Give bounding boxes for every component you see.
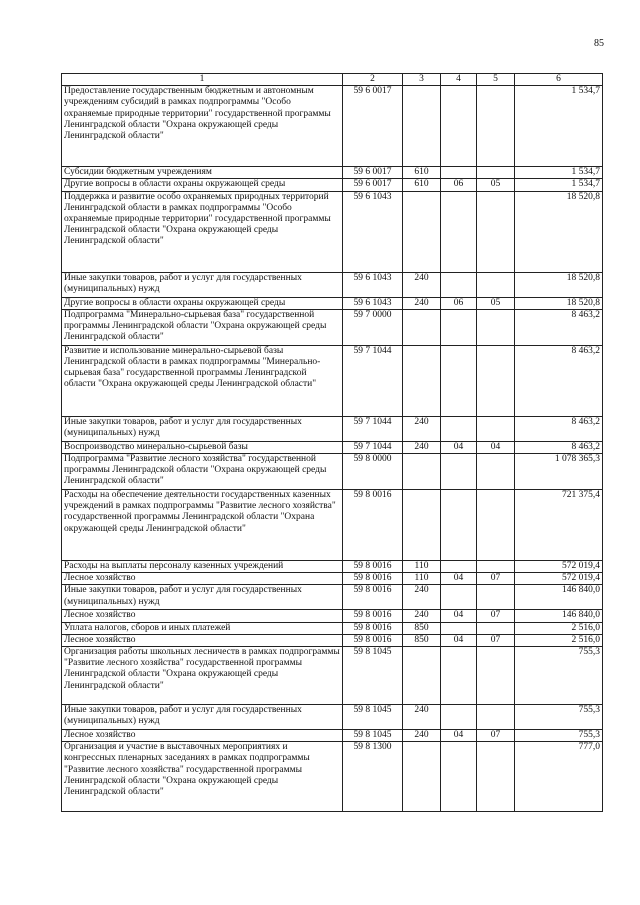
cell-target-article: 59 6 0017 <box>343 167 403 179</box>
cell-amount: 8 463,2 <box>515 345 603 416</box>
cell-target-article: 59 8 0016 <box>343 634 403 646</box>
cell-amount: 146 840,0 <box>515 585 603 610</box>
cell-expense-type: 610 <box>403 167 441 179</box>
cell-subsection <box>477 272 515 297</box>
cell-target-article: 59 8 0016 <box>343 610 403 622</box>
cell-target-article: 59 6 0017 <box>343 86 403 167</box>
cell-amount: 755,3 <box>515 730 603 742</box>
table-row <box>62 730 603 742</box>
cell-target-article: 59 8 1045 <box>343 705 403 730</box>
cell-section <box>441 309 477 345</box>
cell-section <box>441 705 477 730</box>
cell-expense-type: 610 <box>403 179 441 191</box>
cell-name: Лесное хозяйство <box>62 730 343 742</box>
cell-amount: 146 840,0 <box>515 610 603 622</box>
cell-expense-type: 240 <box>403 705 441 730</box>
cell-target-article: 59 8 1300 <box>343 742 403 812</box>
cell-expense-type <box>403 490 441 561</box>
cell-expense-type: 850 <box>403 634 441 646</box>
cell-amount: 1 534,7 <box>515 167 603 179</box>
cell-section <box>441 647 477 705</box>
cell-subsection: 07 <box>477 610 515 622</box>
cell-name: Иные закупки товаров, работ и услуг для государственных (муниципальных) нужд <box>62 416 343 441</box>
cell-section <box>441 272 477 297</box>
cell-target-article: 59 8 1045 <box>343 730 403 742</box>
cell-expense-type <box>403 86 441 167</box>
table-row <box>62 441 603 453</box>
table-row <box>62 610 603 622</box>
cell-subsection <box>477 647 515 705</box>
cell-expense-type: 240 <box>403 730 441 742</box>
table-body <box>62 86 603 812</box>
cell-name: Лесное хозяйство <box>62 610 343 622</box>
cell-amount: 8 463,2 <box>515 441 603 453</box>
cell-subsection <box>477 167 515 179</box>
cell-target-article: 59 6 1043 <box>343 272 403 297</box>
table-header <box>62 74 603 86</box>
cell-name: Организация и участие в выставочных мероприятиях и конгрессных пленарных заседаниях в рамках подпрограммы "Развитие лесного хозяйства" государственной программы Ленинградской области "Охрана окружающей среды Ленинградской области" <box>62 742 343 812</box>
cell-name: Расходы на выплаты персоналу казенных учреждений <box>62 561 343 573</box>
cell-expense-type <box>403 454 441 490</box>
cell-name: Развитие и использование минерально-сырьевой базы Ленинградской области в рамках подпрограммы "Минерально-сырьевая база" государственной программы Ленинградской области "Охрана окружающей среды Ленинградской области" <box>62 345 343 416</box>
cell-subsection: 05 <box>477 179 515 191</box>
table-row <box>62 179 603 191</box>
cell-expense-type: 850 <box>403 622 441 634</box>
cell-target-article: 59 6 1043 <box>343 297 403 309</box>
table-row <box>62 742 603 812</box>
cell-expense-type <box>403 345 441 416</box>
cell-name: Воспроизводство минерально-сырьевой базы <box>62 441 343 453</box>
cell-expense-type: 240 <box>403 610 441 622</box>
table-row <box>62 345 603 416</box>
cell-section <box>441 345 477 416</box>
cell-name: Подпрограмма "Развитие лесного хозяйства" государственной программы Ленинградской области "Охрана окружающей среды Ленинградской области" <box>62 454 343 490</box>
cell-subsection: 07 <box>477 573 515 585</box>
cell-subsection: 07 <box>477 730 515 742</box>
cell-target-article: 59 8 0016 <box>343 622 403 634</box>
cell-amount: 18 520,8 <box>515 191 603 272</box>
page-number: 85 <box>594 38 604 49</box>
cell-target-article: 59 8 0016 <box>343 585 403 610</box>
table-row <box>62 167 603 179</box>
cell-amount: 18 520,8 <box>515 272 603 297</box>
cell-section <box>441 191 477 272</box>
cell-subsection <box>477 454 515 490</box>
cell-amount: 572 019,4 <box>515 561 603 573</box>
cell-name: Лесное хозяйство <box>62 634 343 646</box>
table-row <box>62 647 603 705</box>
cell-section <box>441 585 477 610</box>
cell-section: 04 <box>441 610 477 622</box>
cell-expense-type: 240 <box>403 416 441 441</box>
cell-name: Организация работы школьных лесничеств в рамках подпрограммы "Развитие лесного хозяйства" государственной программы Ленинградской области "Охрана окружающей среды Ленинградской области" <box>62 647 343 705</box>
cell-target-article: 59 8 0016 <box>343 561 403 573</box>
cell-subsection <box>477 345 515 416</box>
cell-section <box>441 490 477 561</box>
cell-subsection <box>477 416 515 441</box>
cell-expense-type <box>403 742 441 812</box>
cell-expense-type: 240 <box>403 297 441 309</box>
cell-target-article: 59 7 1044 <box>343 416 403 441</box>
cell-amount: 2 516,0 <box>515 622 603 634</box>
budget-table <box>61 73 603 812</box>
cell-amount: 8 463,2 <box>515 416 603 441</box>
cell-amount: 755,3 <box>515 705 603 730</box>
cell-section <box>441 416 477 441</box>
cell-section <box>441 86 477 167</box>
cell-name: Другие вопросы в области охраны окружающей среды <box>62 179 343 191</box>
cell-amount: 18 520,8 <box>515 297 603 309</box>
cell-section <box>441 622 477 634</box>
table-row <box>62 573 603 585</box>
cell-target-article: 59 7 0000 <box>343 309 403 345</box>
cell-expense-type <box>403 309 441 345</box>
cell-expense-type: 110 <box>403 573 441 585</box>
cell-subsection <box>477 561 515 573</box>
cell-section: 04 <box>441 441 477 453</box>
table-row <box>62 705 603 730</box>
cell-section: 04 <box>441 634 477 646</box>
cell-section: 06 <box>441 297 477 309</box>
column-header: 5 <box>477 74 515 86</box>
table-row <box>62 191 603 272</box>
cell-expense-type: 240 <box>403 441 441 453</box>
cell-name: Другие вопросы в области охраны окружающей среды <box>62 297 343 309</box>
cell-target-article: 59 8 0000 <box>343 454 403 490</box>
column-header: 1 <box>62 74 343 86</box>
table-row <box>62 585 603 610</box>
cell-name: Иные закупки товаров, работ и услуг для государственных (муниципальных) нужд <box>62 585 343 610</box>
column-header: 3 <box>403 74 441 86</box>
cell-amount: 1 534,7 <box>515 179 603 191</box>
cell-amount: 2 516,0 <box>515 634 603 646</box>
cell-section <box>441 167 477 179</box>
table-row <box>62 454 603 490</box>
table-row <box>62 490 603 561</box>
column-header: 4 <box>441 74 477 86</box>
table-row <box>62 272 603 297</box>
cell-name: Предоставление государственным бюджетным и автономным учреждениям субсидий в рамках подпрограммы "Особо охраняемые природные территории" государственной программы Ленинградской области "Охрана окружающей среды Ленинградской области" <box>62 86 343 167</box>
cell-subsection <box>477 705 515 730</box>
cell-subsection: 04 <box>477 441 515 453</box>
cell-target-article: 59 6 1043 <box>343 191 403 272</box>
cell-target-article: 59 7 1044 <box>343 345 403 416</box>
cell-subsection <box>477 86 515 167</box>
cell-subsection: 05 <box>477 297 515 309</box>
cell-amount: 8 463,2 <box>515 309 603 345</box>
table-row <box>62 634 603 646</box>
cell-amount: 721 375,4 <box>515 490 603 561</box>
table-row <box>62 622 603 634</box>
cell-section: 04 <box>441 573 477 585</box>
column-header: 2 <box>343 74 403 86</box>
table-row <box>62 86 603 167</box>
cell-name: Лесное хозяйство <box>62 573 343 585</box>
cell-amount: 572 019,4 <box>515 573 603 585</box>
cell-name: Уплата налогов, сборов и иных платежей <box>62 622 343 634</box>
cell-subsection <box>477 742 515 812</box>
cell-target-article: 59 8 1045 <box>343 647 403 705</box>
cell-target-article: 59 6 0017 <box>343 179 403 191</box>
cell-subsection <box>477 191 515 272</box>
cell-amount: 1 078 365,3 <box>515 454 603 490</box>
cell-subsection <box>477 622 515 634</box>
cell-expense-type: 240 <box>403 272 441 297</box>
header-row <box>62 74 603 86</box>
cell-section <box>441 454 477 490</box>
cell-section: 04 <box>441 730 477 742</box>
cell-expense-type <box>403 647 441 705</box>
cell-target-article: 59 8 0016 <box>343 573 403 585</box>
cell-subsection: 07 <box>477 634 515 646</box>
cell-name: Расходы на обеспечение деятельности государственных казенных учреждений в рамках подпрограммы "Развитие лесного хозяйства" государственной программы Ленинградской области "Охрана окружающей среды Ленинградской области" <box>62 490 343 561</box>
cell-expense-type: 110 <box>403 561 441 573</box>
cell-subsection <box>477 585 515 610</box>
cell-name: Иные закупки товаров, работ и услуг для государственных (муниципальных) нужд <box>62 705 343 730</box>
cell-amount: 777,0 <box>515 742 603 812</box>
cell-name: Субсидии бюджетным учреждениям <box>62 167 343 179</box>
cell-section: 06 <box>441 179 477 191</box>
table-row <box>62 561 603 573</box>
cell-name: Подпрограмма "Минерально-сырьевая база" государственной программы Ленинградской области "Охрана окружающей среды Ленинградской области" <box>62 309 343 345</box>
cell-section <box>441 561 477 573</box>
cell-amount: 1 534,7 <box>515 86 603 167</box>
cell-name: Поддержка и развитие особо охраняемых природных территорий Ленинградской области в рамках подпрограммы "Особо охраняемые природные территории" государственной программы Ленинградской области "Охрана окружающей среды Ленинградской области" <box>62 191 343 272</box>
cell-expense-type: 240 <box>403 585 441 610</box>
table-row <box>62 309 603 345</box>
cell-name: Иные закупки товаров, работ и услуг для государственных (муниципальных) нужд <box>62 272 343 297</box>
cell-target-article: 59 8 0016 <box>343 490 403 561</box>
cell-subsection <box>477 309 515 345</box>
column-header: 6 <box>515 74 603 86</box>
cell-target-article: 59 7 1044 <box>343 441 403 453</box>
cell-amount: 755,3 <box>515 647 603 705</box>
cell-subsection <box>477 490 515 561</box>
table-row <box>62 297 603 309</box>
cell-section <box>441 742 477 812</box>
table-row <box>62 416 603 441</box>
cell-expense-type <box>403 191 441 272</box>
